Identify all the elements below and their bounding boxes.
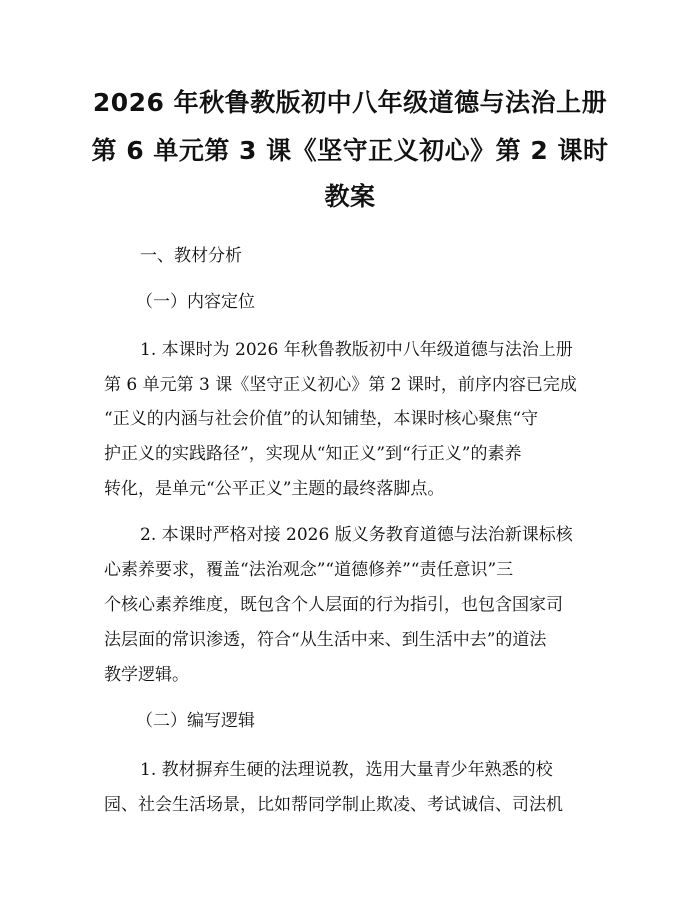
section-heading-material-analysis: 一、教材分析 (140, 246, 242, 266)
paragraph-2-line-4: 法层面的常识渗透，符合“从生活中来、到生活中去”的道法 (104, 630, 547, 650)
paragraph-2-line-3: 个核心素养维度，既包含个人层面的行为指引，也包含国家司 (104, 595, 563, 615)
paragraph-1-line-3: “正义的内涵与社会价值”的认知铺垫，本课时核心聚焦“守 (104, 409, 539, 429)
paragraph-1-line-1: 1. 本课时为 2026 年秋鲁教版初中八年级道德与法治上册 (140, 340, 573, 360)
paragraph-1-line-5: 转化，是单元“公平正义”主题的最终落脚点。 (104, 479, 445, 499)
paragraph-2-line-5: 教学逻辑。 (104, 665, 189, 685)
subsection-heading-writing-logic: （二）编写逻辑 (136, 711, 255, 731)
paragraph-1-line-4: 护正义的实践路径”，实现从“知正义”到“行正义”的素养 (104, 444, 522, 464)
paragraph-2-line-2: 心素养要求，覆盖“法治观念”“道德修养”“责任意识”三 (104, 560, 514, 580)
paragraph-3-line-1: 1. 教材摒弃生硬的法理说教，选用大量青少年熟悉的校 (140, 760, 553, 780)
document-title-line-3: 教案 (324, 182, 376, 211)
document-title-line-1: 2026 年秋鲁教版初中八年级道德与法治上册 (92, 88, 608, 117)
paragraph-2-line-1: 2. 本课时严格对接 2026 版义务教育道德与法治新课标核 (140, 525, 573, 545)
document-title-line-2: 第 6 单元第 3 课《坚守正义初心》第 2 课时 (91, 136, 609, 165)
subsection-heading-content-positioning: （一）内容定位 (136, 292, 255, 312)
paragraph-3-line-2: 园、社会生活场景，比如帮同学制止欺凌、考试诚信、司法机 (104, 795, 563, 815)
paragraph-1-line-2: 第 6 单元第 3 课《坚守正义初心》第 2 课时，前序内容已完成 (104, 375, 577, 395)
